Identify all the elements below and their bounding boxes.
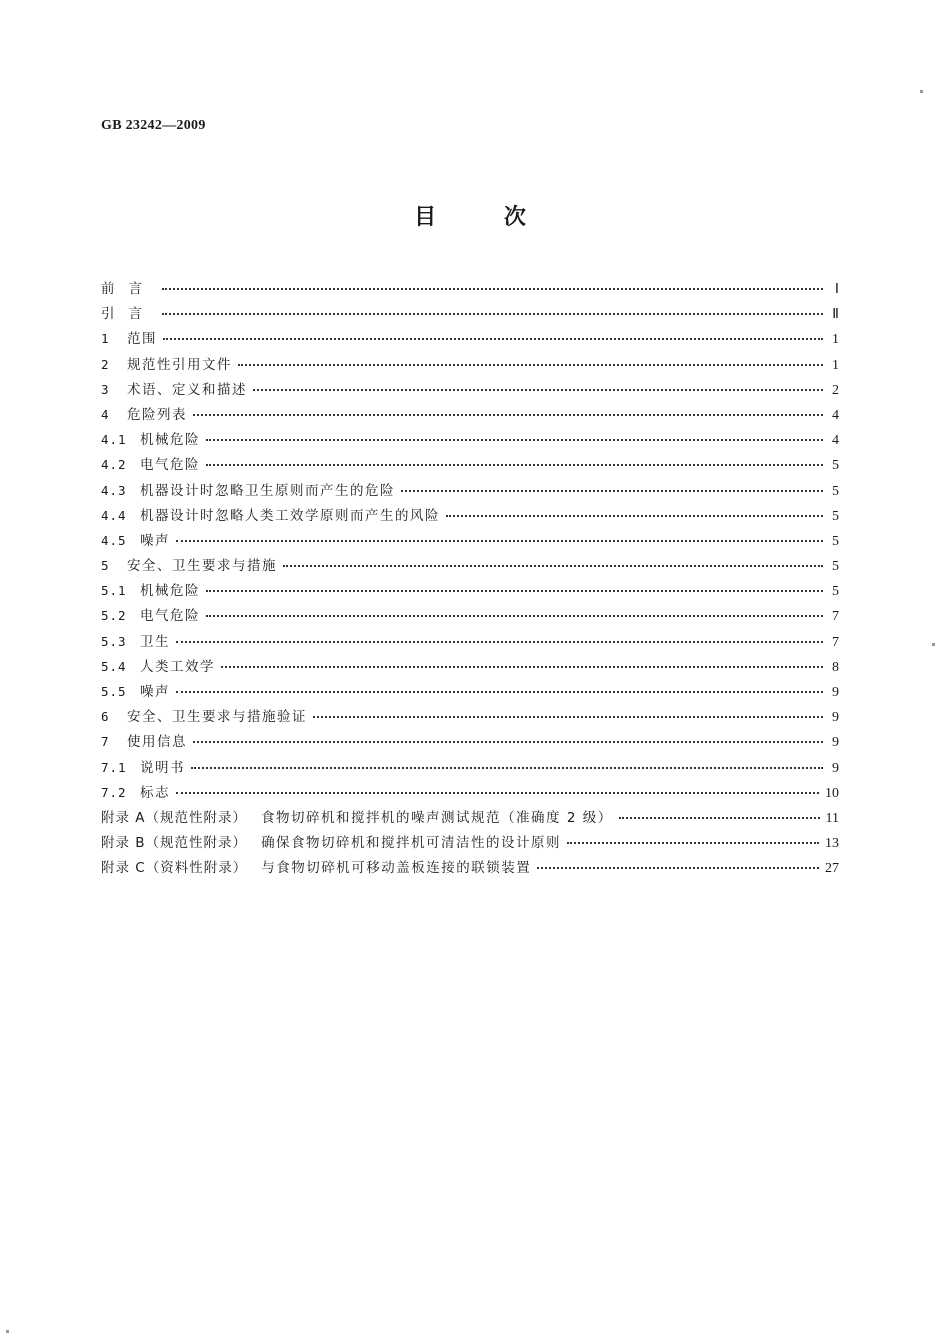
annex-prefix: 附录 A（规范性附录） [101, 809, 248, 826]
toc-entry[interactable] [101, 302, 839, 327]
toc-entry[interactable] [101, 529, 839, 554]
document-code: GB 23242—2009 [101, 118, 206, 133]
toc-entry-label: 标志 [140, 784, 170, 801]
toc-entry[interactable] [101, 705, 839, 730]
toc-entry[interactable] [101, 353, 839, 378]
toc-leader-dots [162, 312, 823, 315]
toc-leader-dots [162, 287, 823, 290]
toc-entry[interactable] [101, 579, 839, 604]
scan-mark [6, 1330, 9, 1333]
toc-entry-label: 卫生 [140, 633, 170, 650]
toc-entry-page: 4 [832, 433, 839, 449]
toc-entry-number: 5.3 [101, 633, 127, 649]
toc-entry[interactable] [101, 479, 839, 504]
toc-entry-label: 噪声 [140, 532, 170, 549]
toc-entry-number: 4.2 [101, 457, 127, 473]
toc-entry-number: 7.2 [101, 784, 127, 800]
toc-entry[interactable] [101, 403, 839, 428]
scan-mark [920, 90, 923, 93]
annex-page: 11 [825, 810, 839, 826]
toc-entry[interactable] [101, 730, 839, 755]
toc-entry[interactable] [101, 277, 839, 302]
toc-entry-page: 1 [832, 332, 839, 348]
toc-entry-label: 范围 [127, 331, 157, 348]
toc-entry-page: 7 [832, 609, 839, 625]
toc-entry-number: 6 [101, 709, 110, 725]
toc-leader-dots [206, 614, 823, 617]
toc-entry-page: 9 [832, 710, 839, 726]
toc-entry-label: 引言 [101, 306, 156, 323]
toc-leader-dots [446, 514, 823, 517]
toc-entry[interactable] [101, 680, 839, 705]
toc-entry-number: 4.4 [101, 507, 127, 523]
toc-entry-number: 4.5 [101, 532, 127, 548]
toc-leader-dots [176, 791, 819, 794]
toc-entry-page: 5 [832, 458, 839, 474]
toc-entry-label: 安全、卫生要求与措施验证 [127, 709, 307, 726]
toc-leader-dots [163, 337, 823, 340]
toc-entry-label: 前言 [101, 281, 156, 297]
toc-leader-dots [537, 866, 819, 869]
annex-prefix: 附录 B（规范性附录） [101, 835, 248, 852]
toc-entry-page: Ⅰ [834, 282, 839, 297]
toc-entry-page: 9 [832, 760, 839, 776]
toc-entry-page: 5 [832, 559, 839, 575]
toc-leader-dots [206, 463, 823, 466]
toc-leader-dots [283, 564, 823, 567]
toc-entry-page: 9 [832, 735, 839, 751]
toc-leader-dots [567, 841, 819, 844]
toc-leader-dots [191, 766, 823, 769]
toc-entry-number: 7.1 [101, 759, 127, 775]
toc-entry-label: 噪声 [140, 684, 170, 700]
toc-annex-entry[interactable] [101, 831, 839, 856]
toc-entry-number: 5 [101, 558, 110, 574]
toc-leader-dots [193, 413, 823, 416]
annex-prefix: 附录 C（资料性附录） [101, 860, 248, 877]
toc-leader-dots [401, 489, 823, 492]
toc-entry-page: 5 [832, 533, 839, 549]
toc-entry-label: 危险列表 [127, 406, 187, 423]
toc-entry-label: 说明书 [140, 759, 185, 776]
toc-entry[interactable] [101, 378, 839, 403]
toc-leader-dots [206, 589, 823, 592]
toc-entry-number: 3 [101, 381, 110, 397]
toc-entry[interactable] [101, 504, 839, 529]
toc-entry-number: 4 [101, 406, 110, 422]
toc-leader-dots [206, 438, 823, 441]
annex-label: 确保食物切碎机和搅拌机可清洁性的设计原则 [261, 835, 562, 852]
toc-leader-dots [176, 640, 823, 643]
annex-label: 与食物切碎机可移动盖板连接的联锁装置 [261, 860, 532, 877]
toc-leader-dots [619, 816, 820, 819]
toc-entry-page: 10 [825, 785, 839, 801]
annex-label: 食物切碎机和搅拌机的噪声测试规范（准确度 2 级） [261, 809, 613, 826]
toc-entry-label: 机械危险 [140, 432, 200, 449]
annex-page: 13 [825, 836, 839, 852]
toc-entry-label: 机械危险 [140, 583, 200, 600]
toc-leader-dots [253, 388, 823, 391]
toc-entry-label: 术语、定义和描述 [127, 381, 247, 398]
toc-entry-number: 2 [101, 356, 110, 372]
toc-leader-dots [176, 539, 823, 542]
toc-entry-label: 电气危险 [140, 608, 200, 625]
toc-entry-page: 8 [832, 659, 839, 675]
scan-mark [932, 643, 935, 646]
toc-entry-number: 7 [101, 734, 110, 750]
toc-entry[interactable] [101, 781, 839, 806]
toc-entry-label: 使用信息 [127, 734, 187, 751]
toc-leader-dots [176, 690, 823, 693]
toc-entry-label: 电气危险 [140, 457, 200, 474]
toc-leader-dots [313, 715, 823, 718]
toc-entry-page: 5 [832, 508, 839, 524]
annex-page: 27 [825, 861, 839, 877]
toc-entry-page: 7 [832, 634, 839, 650]
toc-entry[interactable] [101, 428, 839, 453]
toc-entry-number: 5.4 [101, 658, 127, 674]
toc-entry-number: 1 [101, 331, 110, 347]
toc-entry-number: 5.2 [101, 608, 127, 624]
toc-entry-number: 4.3 [101, 482, 127, 498]
toc-entry-label: 机器设计时忽略卫生原则而产生的危险 [140, 482, 395, 499]
toc-annex-entry[interactable] [101, 806, 839, 831]
table-of-contents [101, 277, 839, 882]
toc-entry-label: 规范性引用文件 [127, 356, 232, 373]
toc-entry-label: 机器设计时忽略人类工效学原则而产生的风险 [140, 507, 440, 524]
toc-entry-label: 安全、卫生要求与措施 [127, 558, 277, 575]
toc-leader-dots [193, 740, 823, 743]
toc-entry[interactable] [101, 554, 839, 579]
toc-entry[interactable] [101, 655, 839, 680]
toc-entry[interactable] [101, 327, 839, 352]
toc-entry-page: Ⅱ [832, 307, 839, 323]
toc-entry-page: 5 [832, 584, 839, 600]
toc-entry-page: 5 [832, 483, 839, 499]
toc-annex-entry[interactable] [101, 856, 839, 881]
toc-entry[interactable] [101, 604, 839, 629]
toc-entry-page: 1 [832, 357, 839, 373]
toc-title: 目 次 [414, 205, 556, 230]
toc-entry-page: 4 [832, 407, 839, 423]
toc-entry-page: 9 [832, 685, 839, 700]
toc-entry-number: 5.1 [101, 583, 127, 599]
toc-entry[interactable] [101, 453, 839, 478]
toc-entry-number: 4.1 [101, 432, 127, 448]
toc-entry-page: 2 [832, 382, 839, 398]
toc-entry[interactable] [101, 756, 839, 781]
toc-entry-label: 人类工效学 [140, 658, 215, 675]
toc-entry[interactable] [101, 630, 839, 655]
toc-entry-number: 5.5 [101, 684, 127, 699]
toc-leader-dots [238, 363, 823, 366]
toc-leader-dots [221, 665, 823, 668]
